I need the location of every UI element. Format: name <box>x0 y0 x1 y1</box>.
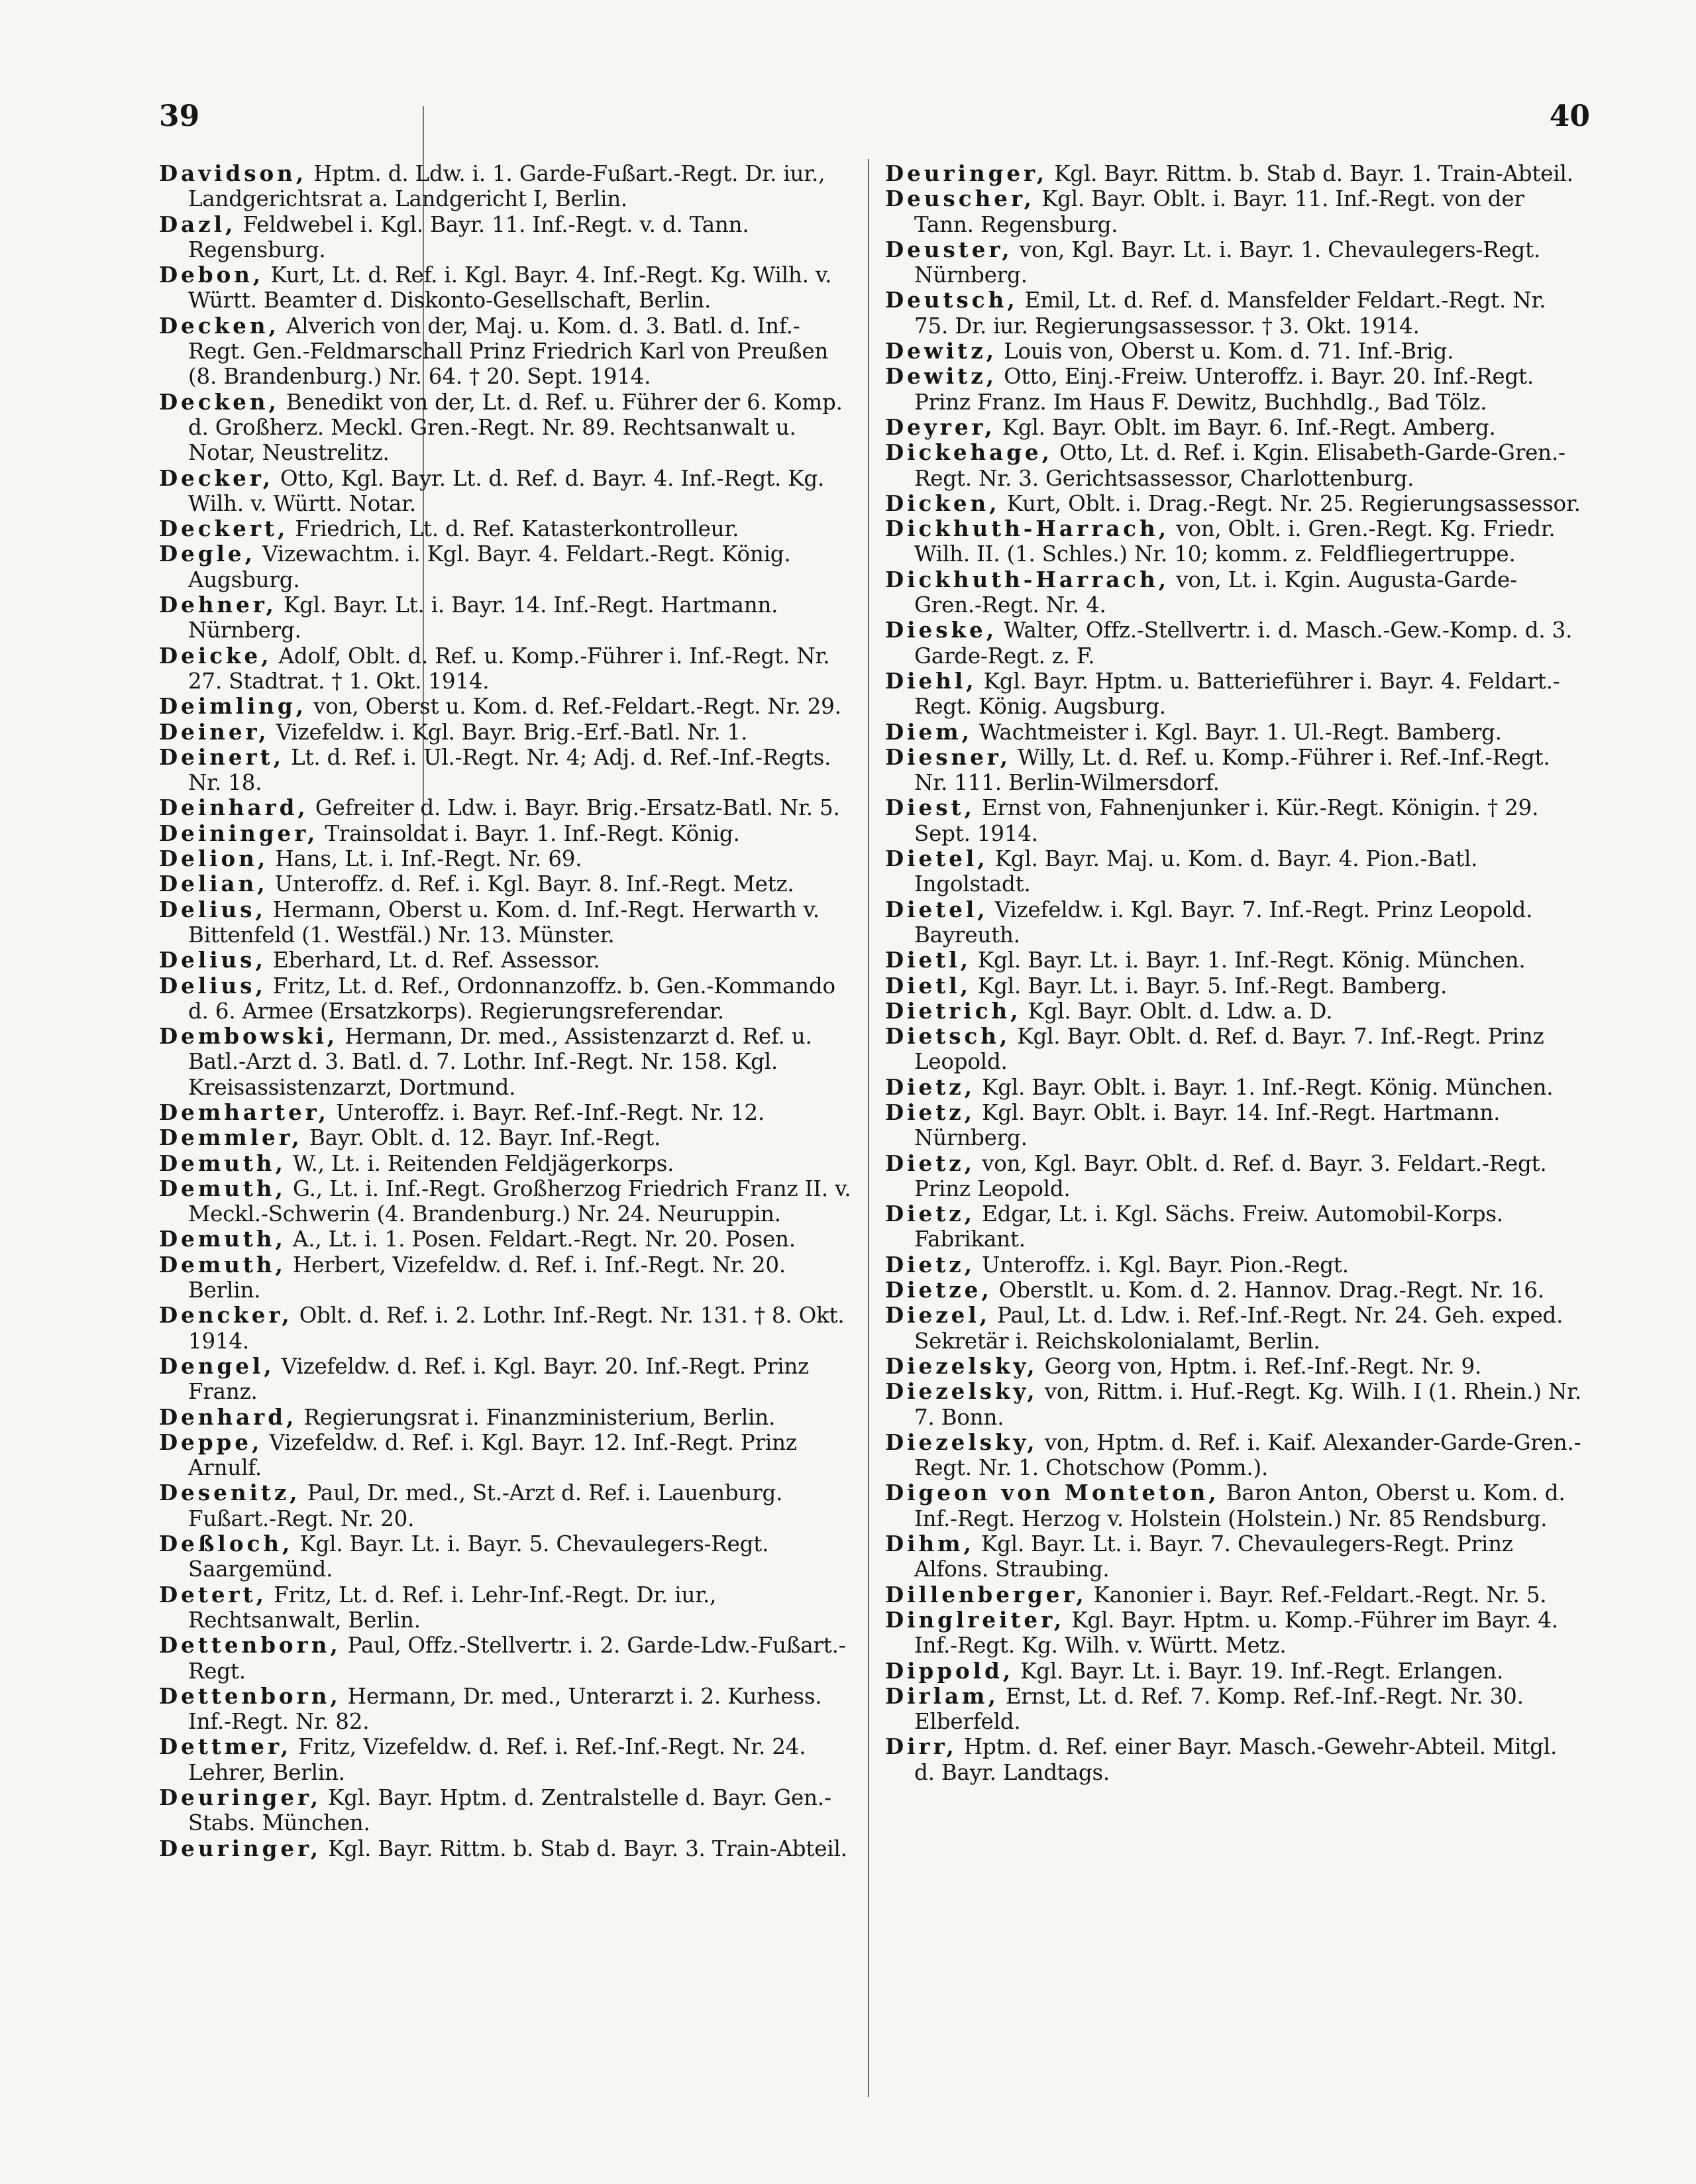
directory-entry <box>885 440 1582 491</box>
entry-details: Eberhard, Lt. d. Ref. Assessor. <box>266 948 600 973</box>
directory-entry <box>885 1303 1582 1354</box>
directory-entry <box>159 1836 856 1861</box>
directory-entry <box>885 364 1582 415</box>
entry-surname: Delius, <box>159 896 266 922</box>
directory-entry <box>885 1531 1582 1582</box>
entry-details: Vizefeldw. d. Ref. i. Kgl. Bayr. 20. Inf.-Regt. Prinz Franz. <box>188 1353 810 1405</box>
entry-surname: Denhard, <box>159 1403 297 1430</box>
entry-details: Bayr. Oblt. d. 12. Bayr. Inf.-Regt. <box>302 1125 661 1151</box>
entry-details: Friedrich, Lt. d. Ref. Katasterkontrolleur. <box>288 516 739 542</box>
entry-details: Oblt. d. Ref. i. 2. Lothr. Inf.-Regt. Nr. 131. † 8. Okt. 1914. <box>188 1303 845 1354</box>
entry-surname: Diezelsky, <box>885 1352 1038 1379</box>
entry-surname: Diest, <box>885 794 975 821</box>
directory-entry <box>159 212 856 263</box>
entry-details: Regierungsrat i. Finanzministerium, Berlin. <box>297 1404 776 1430</box>
directory-entry <box>159 846 856 871</box>
entry-details: Kgl. Bayr. Lt. i. Bayr. 14. Inf.-Regt. Hartmann. Nürnberg. <box>188 592 778 643</box>
entry-details: Vizewachtm. i. Kgl. Bayr. 4. Feldart.-Regt. König. Augsburg. <box>188 541 791 592</box>
entry-surname: Dietsch, <box>885 1023 1011 1050</box>
entry-surname: Demmler, <box>159 1124 303 1151</box>
entry-surname: Dirr, <box>885 1733 957 1760</box>
directory-entry <box>885 1252 1582 1278</box>
entry-details: Trainsoldat i. Bayr. 1. Inf.-Regt. König. <box>318 820 740 846</box>
entry-details: Hermann, Dr. med., Assistenzarzt d. Ref. u. Batl.-Arzt d. 3. Batl. d. 7. Lothr. Inf.-Regt. Nr. 158. Kgl. Kreisassistenzarzt, Dortmund. <box>188 1024 812 1100</box>
directory-entry <box>885 1684 1582 1735</box>
entry-surname: Diezelsky, <box>885 1378 1038 1405</box>
entry-surname: Dettmer, <box>159 1733 292 1760</box>
entry-surname: Delian, <box>159 871 268 897</box>
entry-surname: Deuringer, <box>159 1835 322 1861</box>
directory-entry <box>885 567 1582 618</box>
directory-entry <box>885 999 1582 1024</box>
entry-surname: Diehl, <box>885 667 977 694</box>
directory-entry <box>159 720 856 745</box>
entry-details: Vizefeldw. i. Kgl. Bayr. 7. Inf.-Regt. Prinz Leopold. Bayreuth. <box>914 897 1533 948</box>
entry-details: Kgl. Bayr. Oblt. d. Ref. d. Bayr. 7. Inf.-Regt. Prinz Leopold. <box>914 1024 1544 1075</box>
entry-surname: Dietz, <box>885 1201 975 1227</box>
entry-surname: Debon, <box>159 262 264 288</box>
entry-details: Walter, Offz.-Stellvertr. i. d. Masch.-Gew.-Komp. d. 3. Garde-Regt. z. F. <box>914 618 1573 669</box>
entry-details: Georg von, Hptm. i. Ref.-Inf.-Regt. Nr. 9. <box>1037 1353 1482 1379</box>
directory-entry <box>885 1075 1582 1100</box>
directory-entry <box>159 1684 856 1735</box>
entry-details: Ernst von, Fahnenjunker i. Kür.-Regt. Königin. † 29. Sept. 1914. <box>914 795 1539 846</box>
directory-entry <box>159 821 856 846</box>
entry-surname: Dembowski, <box>159 1023 339 1050</box>
entry-surname: Dietel, <box>885 896 988 922</box>
directory-entry <box>159 973 856 1024</box>
entry-details: Kgl. Bayr. Oblt. i. Bayr. 14. Inf.-Regt. Hartmann. Nürnberg. <box>914 1099 1501 1151</box>
entry-surname: Deuringer, <box>885 160 1048 186</box>
entry-surname: Dirlam, <box>885 1682 999 1709</box>
entry-details: Fritz, Lt. d. Ref., Ordonnanzoffz. b. Gen.-Kommando d. 6. Armee (Ersatzkorps). Regierungsreferendar. <box>188 973 835 1024</box>
directory-entry <box>159 948 856 973</box>
entry-details: von, Kgl. Bayr. Oblt. d. Ref. d. Bayr. 3. Feldart.-Regt. Prinz Leopold. <box>914 1150 1547 1201</box>
directory-entry <box>159 541 856 592</box>
entry-details: Kgl. Bayr. Lt. i. Bayr. 19. Inf.-Regt. Erlangen. <box>1014 1658 1504 1684</box>
entry-details: Kgl. Bayr. Lt. i. Bayr. 1. Inf.-Regt. König. München. <box>971 948 1526 973</box>
entry-details: Hermann, Dr. med., Unterarzt i. 2. Kurhess. Inf.-Regt. Nr. 82. <box>188 1683 822 1735</box>
directory-entry <box>885 1024 1582 1075</box>
directory-entry <box>885 161 1582 186</box>
entry-surname: Diem, <box>885 718 973 745</box>
entry-details: Ernst, Lt. d. Ref. 7. Komp. Ref.-Inf.-Regt. Nr. 30. Elberfeld. <box>914 1683 1524 1735</box>
directory-entry <box>159 161 856 212</box>
entry-details: Kurt, Lt. d. Ref. i. Kgl. Bayr. 4. Inf.-Regt. Kg. Wilh. v. Württ. Beamter d. Diskonto-Gesellschaft, Berlin. <box>188 262 832 313</box>
directory-entry <box>885 795 1582 846</box>
entry-details: von, Oblt. i. Gren.-Regt. Kg. Friedr. Wilh. II. (1. Schles.) Nr. 10; komm. z. Feldfliegertruppe. <box>914 516 1556 567</box>
directory-entry <box>159 1734 856 1785</box>
entry-details: Kgl. Bayr. Lt. i. Bayr. 5. Chevaulegers-Regt. Saargemünd. <box>188 1531 769 1582</box>
entry-details: Fritz, Lt. d. Ref. i. Lehr-Inf.-Regt. Dr. iur., Rechtsanwalt, Berlin. <box>188 1582 717 1633</box>
directory-entry <box>885 415 1582 440</box>
entry-surname: Dettenborn, <box>159 1632 341 1659</box>
entry-surname: Davidson, <box>159 160 307 186</box>
entry-details: Fritz, Vizefeldw. d. Ref. i. Ref.-Inf.-Regt. Nr. 24. Lehrer, Berlin. <box>188 1734 806 1785</box>
entry-details: Hans, Lt. i. Inf.-Regt. Nr. 69. <box>268 846 582 872</box>
directory-entry <box>159 1303 856 1354</box>
entry-surname: Deßloch, <box>159 1531 293 1557</box>
entry-surname: Deppe, <box>159 1429 263 1455</box>
entry-details: von, Rittm. i. Huf.-Regt. Kg. Wilh. I (1. Rhein.) Nr. 7. Bonn. <box>914 1379 1582 1430</box>
entry-details: Hermann, Oberst u. Kom. d. Inf.-Regt. Herwarth v. Bittenfeld (1. Westfäl.) Nr. 13. Münster. <box>188 897 820 948</box>
directory-entry <box>159 1531 856 1582</box>
entry-surname: Dickehage, <box>885 439 1053 466</box>
directory-entry <box>159 1633 856 1684</box>
entry-details: Kgl. Bayr. Maj. u. Kom. d. Bayr. 4. Pion.-Batl. Ingolstadt. <box>914 846 1478 897</box>
entry-details: von, Hptm. d. Ref. i. Kaif. Alexander-Garde-Gren.-Regt. Nr. 1. Chotschow (Pomm.). <box>914 1429 1581 1481</box>
entry-details: Kgl. Bayr. Oblt. i. Bayr. 1. Inf.-Regt. König. München. <box>975 1074 1554 1100</box>
entry-surname: Deinhard, <box>159 794 309 821</box>
entry-surname: Dippold, <box>885 1657 1014 1684</box>
directory-entry <box>885 516 1582 567</box>
entry-surname: Demuth, <box>159 1175 286 1201</box>
directory-entry <box>885 1379 1582 1430</box>
left-column <box>159 161 856 1861</box>
entry-surname: Dieske, <box>885 617 998 643</box>
directory-entry <box>885 1608 1582 1659</box>
entry-details: von, Kgl. Bayr. Lt. i. Bayr. 1. Chevaulegers-Regt. Nürnberg. <box>914 237 1541 288</box>
entry-surname: Dillenberger, <box>885 1581 1087 1608</box>
entry-details: Kgl. Bayr. Oblt. d. Ldw. a. D. <box>1021 998 1333 1024</box>
directory-entry <box>885 1201 1582 1252</box>
directory-entry <box>159 466 856 517</box>
entry-details: Kgl. Bayr. Lt. i. Bayr. 7. Chevaulegers-Regt. Prinz Alfons. Straubing. <box>914 1531 1513 1582</box>
entry-surname: Decken, <box>159 388 280 415</box>
directory-entry <box>159 313 856 390</box>
entry-surname: Desenitz, <box>159 1480 301 1506</box>
directory-entry <box>885 237 1582 288</box>
entry-surname: Deiner, <box>159 718 270 745</box>
entry-surname: Dietl, <box>885 947 971 973</box>
entry-details: Gefreiter d. Ldw. i. Bayr. Brig.-Ersatz-Batl. Nr. 5. <box>308 795 840 821</box>
entry-surname: Dietl, <box>885 972 971 999</box>
entry-details: Kgl. Bayr. Rittm. b. Stab d. Bayr. 1. Train-Abteil. <box>1047 161 1573 186</box>
entry-surname: Dietz, <box>885 1150 975 1176</box>
directory-entry <box>885 1151 1582 1202</box>
entry-surname: Deutsch, <box>885 287 1018 313</box>
directory-entry <box>885 491 1582 516</box>
entry-details: Alverich von der, Maj. u. Kom. d. 3. Batl. d. Inf.-Regt. Gen.-Feldmarschall Prinz Friedrich Karl von Preußen (8. Brandenburg.) Nr. 64. † 20. Sept. 1914. <box>188 313 829 390</box>
directory-entry <box>159 1405 856 1430</box>
entry-surname: Dietze, <box>885 1277 992 1303</box>
entry-surname: Deuscher, <box>885 186 1035 212</box>
entry-surname: Dietrich, <box>885 997 1022 1024</box>
directory-entry <box>159 795 856 820</box>
entry-details: Vizefeldw. i. Kgl. Bayr. Brig.-Erf.-Batl. Nr. 1. <box>269 719 748 745</box>
entry-surname: Deininger, <box>159 820 319 846</box>
directory-entry <box>885 618 1582 669</box>
entry-details: von, Oberst u. Kom. d. Ref.-Feldart.-Regt. Nr. 29. <box>306 694 841 720</box>
entry-surname: Decker, <box>159 464 274 491</box>
entry-details: Lt. d. Ref. i. Ul.-Regt. Nr. 4; Adj. d. Ref.-Inf.-Regts. Nr. 18. <box>188 744 831 796</box>
entry-surname: Dengel, <box>159 1352 275 1379</box>
directory-entry <box>159 897 856 948</box>
entry-surname: Diezel, <box>885 1302 991 1329</box>
directory-entry <box>885 186 1582 237</box>
entry-details: Kgl. Bayr. Hptm. u. Batterieführer i. Bayr. 4. Feldart.-Regt. König. Augsburg. <box>914 668 1560 720</box>
entry-surname: Deyrer, <box>885 413 996 440</box>
entry-surname: Deuringer, <box>159 1784 322 1810</box>
entry-details: Otto, Lt. d. Ref. i. Kgin. Elisabeth-Garde-Gren.-Regt. Nr. 3. Gerichtsassessor, Charlottenburg. <box>914 440 1565 491</box>
directory-entry <box>885 288 1582 339</box>
directory-entry <box>885 669 1582 720</box>
entry-surname: Deicke, <box>159 642 272 669</box>
directory-entry <box>159 1430 856 1481</box>
entry-surname: Dettenborn, <box>159 1682 341 1709</box>
entry-details: Kgl. Bayr. Lt. i. Bayr. 5. Inf.-Regt. Bamberg. <box>971 973 1448 999</box>
entry-details: Hptm. d. Ref. einer Bayr. Masch.-Gewehr-Abteil. Mitgl. d. Bayr. Landtags. <box>914 1734 1558 1785</box>
entry-details: Emil, Lt. d. Ref. d. Mansfelder Feldart.-Regt. Nr. 75. Dr. iur. Regierungsassessor. † 3. Okt. 1914. <box>914 288 1546 339</box>
directory-entry <box>159 1252 856 1303</box>
directory-entry <box>159 1125 856 1150</box>
directory-entry <box>159 1100 856 1125</box>
entry-surname: Demuth, <box>159 1226 286 1252</box>
entry-surname: Demuth, <box>159 1251 286 1278</box>
entry-surname: Dehner, <box>159 592 277 618</box>
right-column <box>885 161 1582 1785</box>
entry-surname: Demharter, <box>159 1099 329 1125</box>
entry-surname: Dietz, <box>885 1251 975 1278</box>
entry-surname: Dickhuth-Harrach, <box>885 566 1170 592</box>
entry-surname: Dietel, <box>885 846 988 872</box>
entry-surname: Detert, <box>159 1581 268 1608</box>
entry-surname: Diesner, <box>885 743 1011 770</box>
directory-entry <box>159 871 856 897</box>
entry-details: Kgl. Bayr. Oblt. i. Bayr. 11. Inf.-Regt. von der Tann. Regensburg. <box>914 186 1524 237</box>
entry-details: Oberstlt. u. Kom. d. 2. Hannov. Drag.-Regt. Nr. 16. <box>992 1278 1544 1303</box>
directory-entry <box>159 1354 856 1405</box>
directory-entry <box>885 745 1582 796</box>
entry-surname: Dietz, <box>885 1073 975 1100</box>
directory-entry <box>159 1480 856 1531</box>
entry-surname: Dietz, <box>885 1099 975 1125</box>
directory-entry <box>159 592 856 643</box>
entry-surname: Dihm, <box>885 1531 975 1557</box>
directory-entry <box>885 973 1582 999</box>
entry-surname: Delius, <box>159 972 266 999</box>
entry-details: Willy, Lt. d. Ref. u. Komp.-Führer i. Ref.-Inf.-Regt. Nr. 111. Berlin-Wilmersdorf. <box>914 744 1550 796</box>
entry-details: Vizefeldw. d. Ref. i. Kgl. Bayr. 12. Inf.-Regt. Prinz Arnulf. <box>188 1429 797 1481</box>
entry-surname: Deckert, <box>159 516 289 542</box>
entry-details: Louis von, Oberst u. Kom. d. 71. Inf.-Brig. <box>996 339 1454 364</box>
entry-details: Kanonier i. Bayr. Ref.-Feldart.-Regt. Nr. 5. <box>1086 1582 1547 1608</box>
directory-entry <box>885 720 1582 745</box>
entry-surname: Dencker, <box>159 1302 293 1329</box>
entry-details: Otto, Einj.-Freiw. Unteroffz. i. Bayr. 20. Inf.-Regt. Prinz Franz. Im Haus F. Dewitz, Buchhdlg., Bad Tölz. <box>914 364 1534 415</box>
entry-details: A., Lt. i. 1. Posen. Feldart.-Regt. Nr. 20. Posen. <box>286 1227 796 1252</box>
entry-surname: Diezelsky, <box>885 1429 1038 1455</box>
entry-details: Adolf, Oblt. d. Ref. u. Komp.-Führer i. Inf.-Regt. Nr. 27. Stadtrat. † 1. Okt. 1914. <box>188 643 830 694</box>
page-number-right: 40 <box>1549 99 1590 133</box>
entry-surname: Dickhuth-Harrach, <box>885 516 1170 542</box>
entry-surname: Dinglreiter, <box>885 1606 1065 1633</box>
entry-details: von, Lt. i. Kgin. Augusta-Garde-Gren.-Regt. Nr. 4. <box>914 567 1517 618</box>
directory-entry <box>885 1582 1582 1608</box>
entry-details: Baron Anton, Oberst u. Kom. d. Inf.-Regt. Herzog v. Holstein (Holstein.) Nr. 85 Rendsburg. <box>914 1480 1565 1531</box>
directory-entry <box>885 1480 1582 1531</box>
entry-details: Herbert, Vizefeldw. d. Ref. i. Inf.-Regt. Nr. 20. Berlin. <box>188 1252 786 1303</box>
entry-surname: Deuster, <box>885 236 1013 262</box>
entry-surname: Deimling, <box>159 693 307 720</box>
directory-entry <box>159 262 856 313</box>
entry-details: Paul, Dr. med., St.-Arzt d. Ref. i. Lauenburg. Fußart.-Regt. Nr. 20. <box>188 1480 783 1531</box>
entry-surname: Digeon von Monteton, <box>885 1480 1220 1506</box>
directory-entry <box>885 1100 1582 1151</box>
entry-details: Unteroffz. i. Kgl. Bayr. Pion.-Regt. <box>975 1252 1349 1278</box>
directory-entry <box>159 745 856 796</box>
entry-details: Edgar, Lt. i. Kgl. Sächs. Freiw. Automobil-Korps. Fabrikant. <box>914 1201 1503 1252</box>
directory-entry <box>159 1227 856 1252</box>
entry-details: Kgl. Bayr. Hptm. u. Komp.-Führer im Bayr. 4. Inf.-Regt. Kg. Wilh. v. Württ. Metz. <box>914 1607 1558 1659</box>
directory-entry <box>885 1734 1582 1785</box>
entry-details: Paul, Lt. d. Ldw. i. Ref.-Inf.-Regt. Nr. 24. Geh. exped. Sekretär i. Reichskolonialamt, Berlin. <box>914 1303 1564 1354</box>
entry-surname: Dewitz, <box>885 338 997 364</box>
entry-surname: Deinert, <box>159 743 284 770</box>
directory-entry <box>159 516 856 541</box>
entry-details: W., Lt. i. Reitenden Feldjägerkorps. <box>286 1150 674 1176</box>
page-number-left: 39 <box>159 99 200 133</box>
entry-details: Kgl. Bayr. Rittm. b. Stab d. Bayr. 3. Train-Abteil. <box>321 1835 847 1861</box>
directory-entry <box>159 1176 856 1227</box>
entry-details: Benedikt von der, Lt. d. Ref. u. Führer der 6. Komp. d. Großherz. Meckl. Gren.-Regt. Nr. 89. Rechtsanwalt u. Notar, Neustrelitz. <box>188 389 843 466</box>
entry-details: Unteroffz. d. Ref. i. Kgl. Bayr. 8. Inf.-Regt. Metz. <box>268 871 794 897</box>
directory-entry <box>159 1151 856 1176</box>
directory-entry <box>159 1024 856 1100</box>
directory-entry <box>885 1430 1582 1481</box>
entry-details: Kgl. Bayr. Oblt. im Bayr. 6. Inf.-Regt. Amberg. <box>995 414 1496 440</box>
directory-entry <box>159 1582 856 1633</box>
entry-details: Kgl. Bayr. Hptm. d. Zentralstelle d. Bayr. Gen.-Stabs. München. <box>188 1785 831 1836</box>
entry-details: Paul, Offz.-Stellvertr. i. 2. Garde-Ldw.-Fußart.-Regt. <box>188 1633 846 1684</box>
entry-details: G., Lt. i. Inf.-Regt. Großherzog Friedrich Franz II. v. Meckl.-Schwerin (4. Brandenburg.) Nr. 24. Neuruppin. <box>188 1175 851 1227</box>
directory-entry <box>885 339 1582 364</box>
column-divider <box>868 159 869 2097</box>
entry-details: Kurt, Oblt. i. Drag.-Regt. Nr. 25. Regierungsassessor. <box>1000 490 1581 516</box>
entry-details: Hptm. d. Ldw. i. 1. Garde-Fußart.-Regt. Dr. iur., Landgerichtsrat a. Landgericht I, Berlin. <box>188 161 825 212</box>
directory-entry <box>159 694 856 719</box>
directory-entry <box>885 948 1582 973</box>
entry-surname: Dazl, <box>159 211 237 237</box>
directory-entry <box>159 390 856 466</box>
directory-entry <box>885 1659 1582 1684</box>
entry-surname: Decken, <box>159 312 280 339</box>
entry-surname: Delius, <box>159 947 266 973</box>
entry-details: Wachtmeister i. Kgl. Bayr. 1. Ul.-Regt. Bamberg. <box>972 719 1502 745</box>
entry-details: Feldwebel i. Kgl. Bayr. 11. Inf.-Regt. v. d. Tann. Regensburg. <box>188 211 749 262</box>
directory-entry <box>885 897 1582 948</box>
entry-details: Unteroffz. i. Bayr. Ref.-Inf.-Regt. Nr. 12. <box>329 1099 765 1125</box>
entry-surname: Dicken, <box>885 490 1000 516</box>
directory-entry <box>885 1354 1582 1379</box>
directory-entry <box>159 1785 856 1836</box>
entry-surname: Dewitz, <box>885 363 997 390</box>
entry-details: Otto, Kgl. Bayr. Lt. d. Ref. d. Bayr. 4. Inf.-Regt. Kg. Wilh. v. Württ. Notar. <box>188 465 825 516</box>
directory-entry <box>885 1278 1582 1303</box>
entry-surname: Demuth, <box>159 1150 286 1176</box>
directory-entry <box>159 643 856 694</box>
directory-entry <box>885 846 1582 897</box>
entry-surname: Degle, <box>159 541 256 567</box>
entry-surname: Delion, <box>159 846 269 872</box>
